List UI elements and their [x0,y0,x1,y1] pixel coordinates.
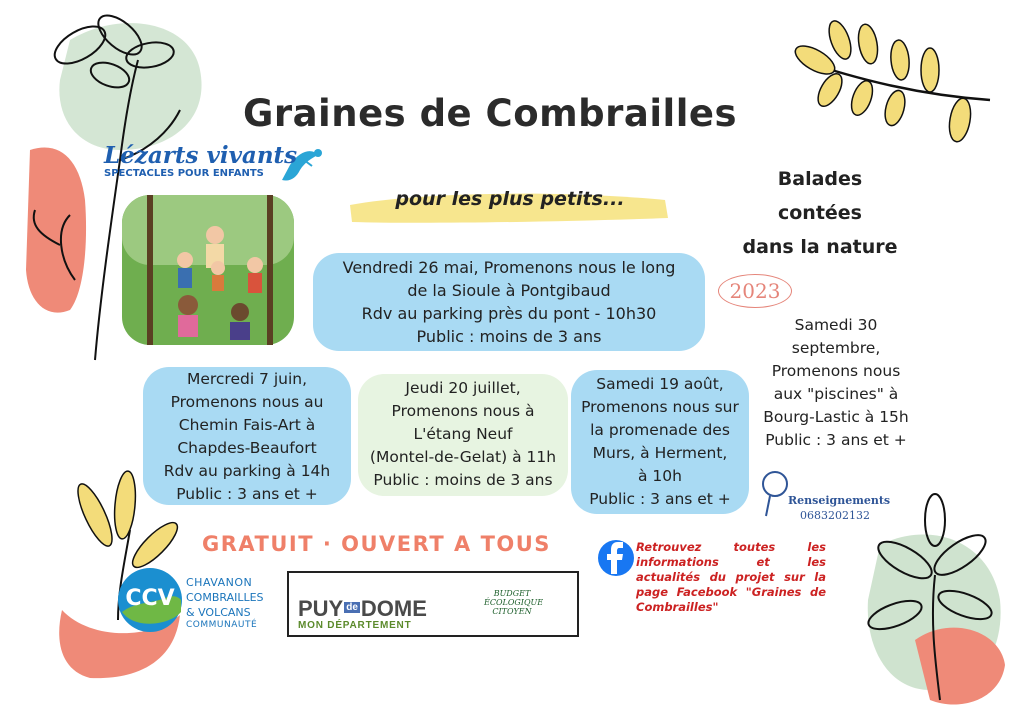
pdd-left: PUY [298,596,344,621]
ccv-line: COMBRAILLES [186,591,264,604]
balades-heading [735,162,905,264]
ccv-line: COMMUNAUTÉ [186,620,258,630]
event-card-chapdes [143,367,351,505]
facebook-icon [598,540,634,576]
event-line: Promenons nous [771,362,901,380]
event-line: (Montel-de-Gelat) à 11h [369,448,557,466]
green-blob-top-left [59,23,201,150]
pdd-right: DOME [360,596,427,621]
ccv-line: CHAVANON [186,576,253,589]
event-card-sioule [313,253,705,351]
event-line: L'étang Neuf [413,425,513,443]
ccv-line: & VOLCANS [186,606,251,619]
event-line: Rdv au parking près du pont - 10h30 [361,304,657,323]
kids-forest-illustration [122,195,294,345]
pdd-mid: de [346,602,358,613]
event-line: la promenade des [590,421,730,439]
phone-number[interactable]: 0683202132 [800,509,870,522]
budget-line: BUDGET [493,589,531,598]
event-line: Public : moins de 3 ans [416,327,602,346]
event-line: Samedi 30 [794,316,878,334]
event-line: à 10h [638,467,682,485]
event-line: septembre, [791,339,881,357]
event-bourg-lastic [752,314,920,452]
event-line: Public : 3 ans et + [589,490,731,508]
event-line: Public : 3 ans et + [176,485,318,503]
event-line: Promenons nous au [170,393,324,411]
gratuit-banner: GRATUIT · OUVERT A TOUS [202,532,551,556]
page-title: Graines de Combrailles [242,92,738,135]
event-line: Bourg-Lastic à 15h [763,408,909,426]
event-line: Mercredi 7 juin, [186,370,308,388]
balades-line: Balades [777,168,863,190]
ccv-logo-text: CCV [125,586,175,611]
event-line: Vendredi 26 mai, Promenons nous le long [342,258,676,277]
event-card-etang-neuf [358,374,568,496]
year-badge: 2023 [718,274,792,308]
budget-line: ÉCOLOGIQUE [484,598,544,607]
event-line: aux "piscines" à [773,385,899,403]
event-line: Chapdes-Beaufort [177,439,317,457]
event-line: Public : moins de 3 ans [373,471,553,489]
lezarts-tagline: SPECTACLES POUR ENFANTS [104,168,264,179]
event-line: Rdv au parking à 14h [163,462,331,480]
magnifier-icon [763,472,787,516]
lezarts-brand: Lézarts vivants [104,142,298,169]
subtitle: pour les plus petits... [395,188,625,210]
balades-line: contées [777,202,862,224]
event-line: Murs, à Herment, [592,444,728,462]
budget-logo [484,589,544,616]
facebook-text[interactable]: Retrouvez toutes les informations et les actualités du projet sur la page Facebook "Graines de Combrailles" [636,540,826,614]
puy-de-dome-name [298,596,427,622]
event-line: Chemin Fais-Art à [178,416,316,434]
event-line: de la Sioule à Pontgibaud [407,281,611,300]
event-line: Promenons nous à [391,402,535,420]
event-card-herment [571,370,749,514]
puy-de-dome-tagline: MON DÉPARTEMENT [298,620,412,631]
balades-line: dans la nature [742,236,898,258]
coral-shape-left [26,147,86,312]
renseignements-label: Renseignements [788,494,891,507]
event-line: Samedi 19 août, [596,375,724,393]
budget-line: CITOYEN [492,607,532,616]
event-line: Promenons nous sur [581,398,739,416]
branch-top-right [791,18,990,143]
flower-bottom-right [865,494,1005,705]
event-line: Public : 3 ans et + [765,431,907,449]
event-line: Jeudi 20 juillet, [405,379,521,397]
